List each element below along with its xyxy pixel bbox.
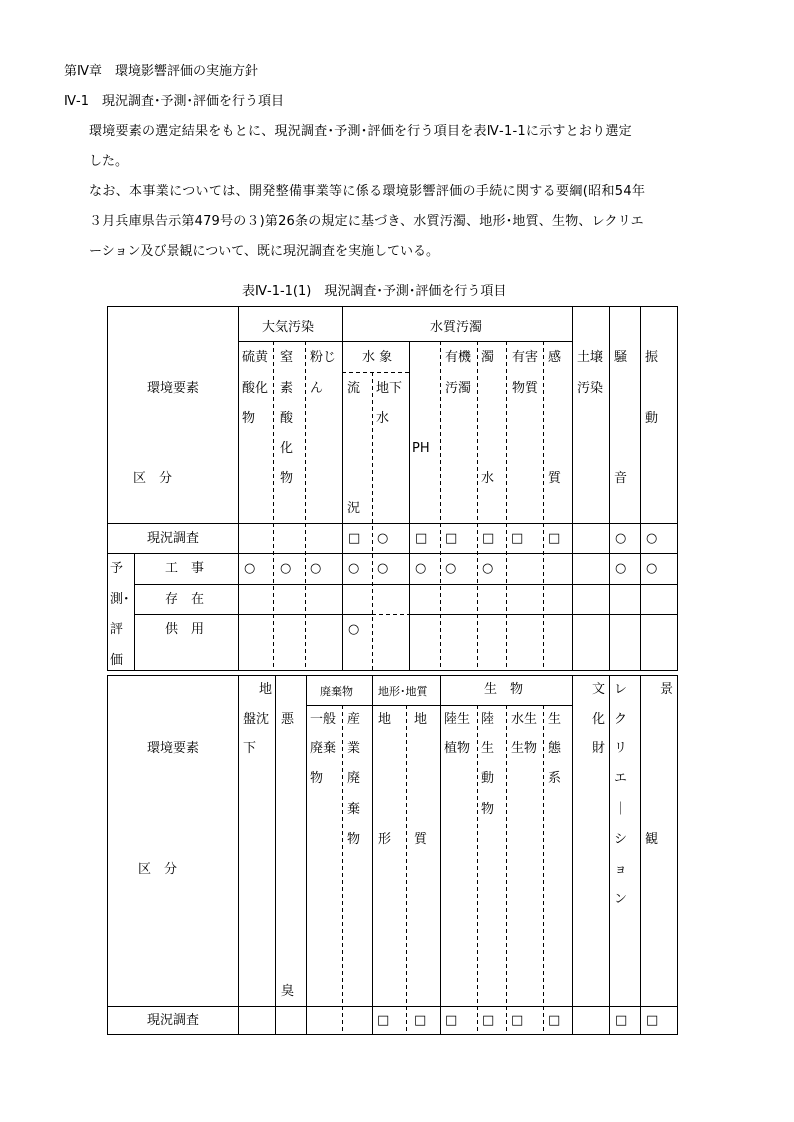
col-soil: 汚染 [577,381,604,396]
paragraph-line: なお、本事業については、開発整備事業等に係る環境影響評価の手続に関する要綱(昭和54年 [89,184,646,199]
col-nitrogen-oxide: 物 [280,471,294,486]
chapter-title: 第Ⅳ章 環境影響評価の実施方針 [64,64,258,79]
mark-circle: ○ [646,561,658,576]
col-vibration: 動 [645,411,659,426]
mark-circle: ○ [482,561,494,576]
col-sulfur-oxide: 酸化 [242,381,269,396]
mark-circle: ○ [244,561,256,576]
col-dust: 粉じ [310,350,337,365]
col-recreation: レ [614,682,628,697]
mark-circle: ○ [615,561,627,576]
col-recreation: ク [614,712,628,727]
col-nitrogen-oxide: 化 [280,441,294,456]
col-sulfur-oxide: 硫黄 [242,350,269,365]
header-category: 区 分 [138,862,178,877]
col-groundwater: 地下 [376,381,403,396]
mark-square: □ [548,531,561,546]
col-recreation: エ [614,771,628,786]
col-sensory: 質 [548,471,562,486]
col-land-animals: 物 [481,802,495,817]
mark-circle: ○ [646,531,658,546]
mark-circle: ○ [348,561,360,576]
paragraph-line: ３月兵庫県告示第479号の３)第26条の規定に基づき、水質汚濁、地形･地質、生物、レクリエ [89,214,644,229]
mark-square: □ [414,1013,427,1028]
col-land-animals: 動 [481,771,495,786]
col-toxic: 有害 [512,350,539,365]
section-heading: Ⅳ-1 現況調査･予測･評価を行う項目 [64,94,284,109]
col-aquatic: 生物 [511,741,538,756]
mark-square: □ [482,1013,495,1028]
header-env-element: 環境要素 [147,381,200,396]
col-noise: 騒 [614,350,628,365]
col-nitrogen-oxide: 素 [280,381,294,396]
row-existence-label: 存 在 [165,592,205,607]
col-landscape: 景 [660,682,674,697]
col-ecosystem: 生 [548,712,562,727]
table-caption: 表Ⅳ-1-1(1) 現況調査･予測･評価を行う項目 [242,284,507,299]
paragraph-line: した。 [89,154,129,169]
mark-circle: ○ [377,561,389,576]
col-industrial-waste: 棄 [347,802,361,817]
col-landscape: 観 [645,832,659,847]
col-flow: 流 [347,381,361,396]
col-flow: 況 [347,501,361,516]
header-env-element: 環境要素 [147,741,200,756]
col-organic: 有機 [445,350,472,365]
col-organic: 汚濁 [445,381,472,396]
mark-square: □ [646,1013,659,1028]
col-sensory: 感 [548,350,562,365]
col-odor: 悪 [281,712,295,727]
col-topography: 地 [378,712,392,727]
group-biology: 生 物 [484,682,524,697]
col-general-waste: 一般 [310,712,337,727]
col-nitrogen-oxide: 酸 [280,411,294,426]
col-recreation: リ [614,741,628,756]
col-land-animals: 陸 [481,712,495,727]
mark-circle: ○ [348,622,360,637]
group-water-pollution: 水質汚濁 [430,320,483,335]
col-groundwater: 水 [376,411,390,426]
col-turbid-water: 濁 [481,350,495,365]
col-subsidence: 盤沈 [243,712,270,727]
mark-square: □ [415,531,428,546]
col-geology: 地 [414,712,428,727]
col-recreation: シ [614,832,628,847]
col-nitrogen-oxide: 窒 [280,350,294,365]
col-geology: 質 [414,832,428,847]
mark-square: □ [482,531,495,546]
row-survey-label: 現況調査 [147,531,200,546]
mark-square: □ [445,531,458,546]
paragraph-line: ーション及び景観について、既に現況調査を実施している。 [89,244,439,259]
col-dust: ん [310,381,324,396]
col-general-waste: 廃棄 [310,741,337,756]
col-subsidence: 地 [259,682,273,697]
col-industrial-waste: 廃 [347,771,361,786]
row-predict-label: 測･ [110,592,130,607]
group-air-pollution: 大気汚染 [262,320,315,335]
col-sulfur-oxide: 物 [242,411,256,426]
col-odor: 臭 [281,984,295,999]
col-recreation: ｜ [614,802,628,817]
sub-water-phenomena: 水 象 [362,350,393,365]
row-operation-label: 供 用 [165,622,205,637]
col-topography: 形 [378,832,392,847]
mark-square: □ [548,1013,561,1028]
col-toxic: 物質 [512,381,539,396]
col-industrial-waste: 産 [347,712,361,727]
col-ecosystem: 系 [548,771,562,786]
col-vibration: 振 [645,350,659,365]
row-predict-label: 評 [110,622,124,637]
col-aquatic: 水生 [511,712,538,727]
col-ph: PH [412,441,430,456]
col-noise: 音 [614,471,628,486]
group-geo: 地形･地質 [378,685,428,698]
col-cultural: 財 [592,741,606,756]
mark-square: □ [348,531,361,546]
row-predict-label: 価 [110,653,124,668]
mark-circle: ○ [310,561,322,576]
col-industrial-waste: 物 [347,832,361,847]
paragraph-line: 環境要素の選定結果をもとに、現況調査･予測･評価を行う項目を表Ⅳ-1-1に示すとおり選定 [89,124,632,139]
mark-square: □ [445,1013,458,1028]
col-subsidence: 下 [243,741,257,756]
col-cultural: 文 [592,682,606,697]
group-waste: 廃棄物 [320,685,353,698]
mark-square: □ [377,1013,390,1028]
col-recreation: ン [614,892,628,907]
col-industrial-waste: 業 [347,741,361,756]
mark-circle: ○ [280,561,292,576]
header-category: 区 分 [133,471,173,486]
col-general-waste: 物 [310,771,324,786]
row-construction-label: 工 事 [165,561,205,576]
col-recreation: ョ [614,862,628,877]
col-land-plants: 植物 [444,741,471,756]
col-cultural: 化 [592,712,606,727]
mark-circle: ○ [445,561,457,576]
mark-square: □ [615,1013,628,1028]
mark-square: □ [511,531,524,546]
row-survey-label: 現況調査 [147,1013,200,1028]
col-turbid-water: 水 [481,471,495,486]
mark-circle: ○ [377,531,389,546]
col-ecosystem: 態 [548,741,562,756]
row-predict-label: 予 [110,561,124,576]
mark-circle: ○ [615,531,627,546]
mark-circle: ○ [415,561,427,576]
col-land-plants: 陸生 [444,712,471,727]
col-land-animals: 生 [481,741,495,756]
col-soil: 土壌 [577,350,604,365]
mark-square: □ [511,1013,524,1028]
